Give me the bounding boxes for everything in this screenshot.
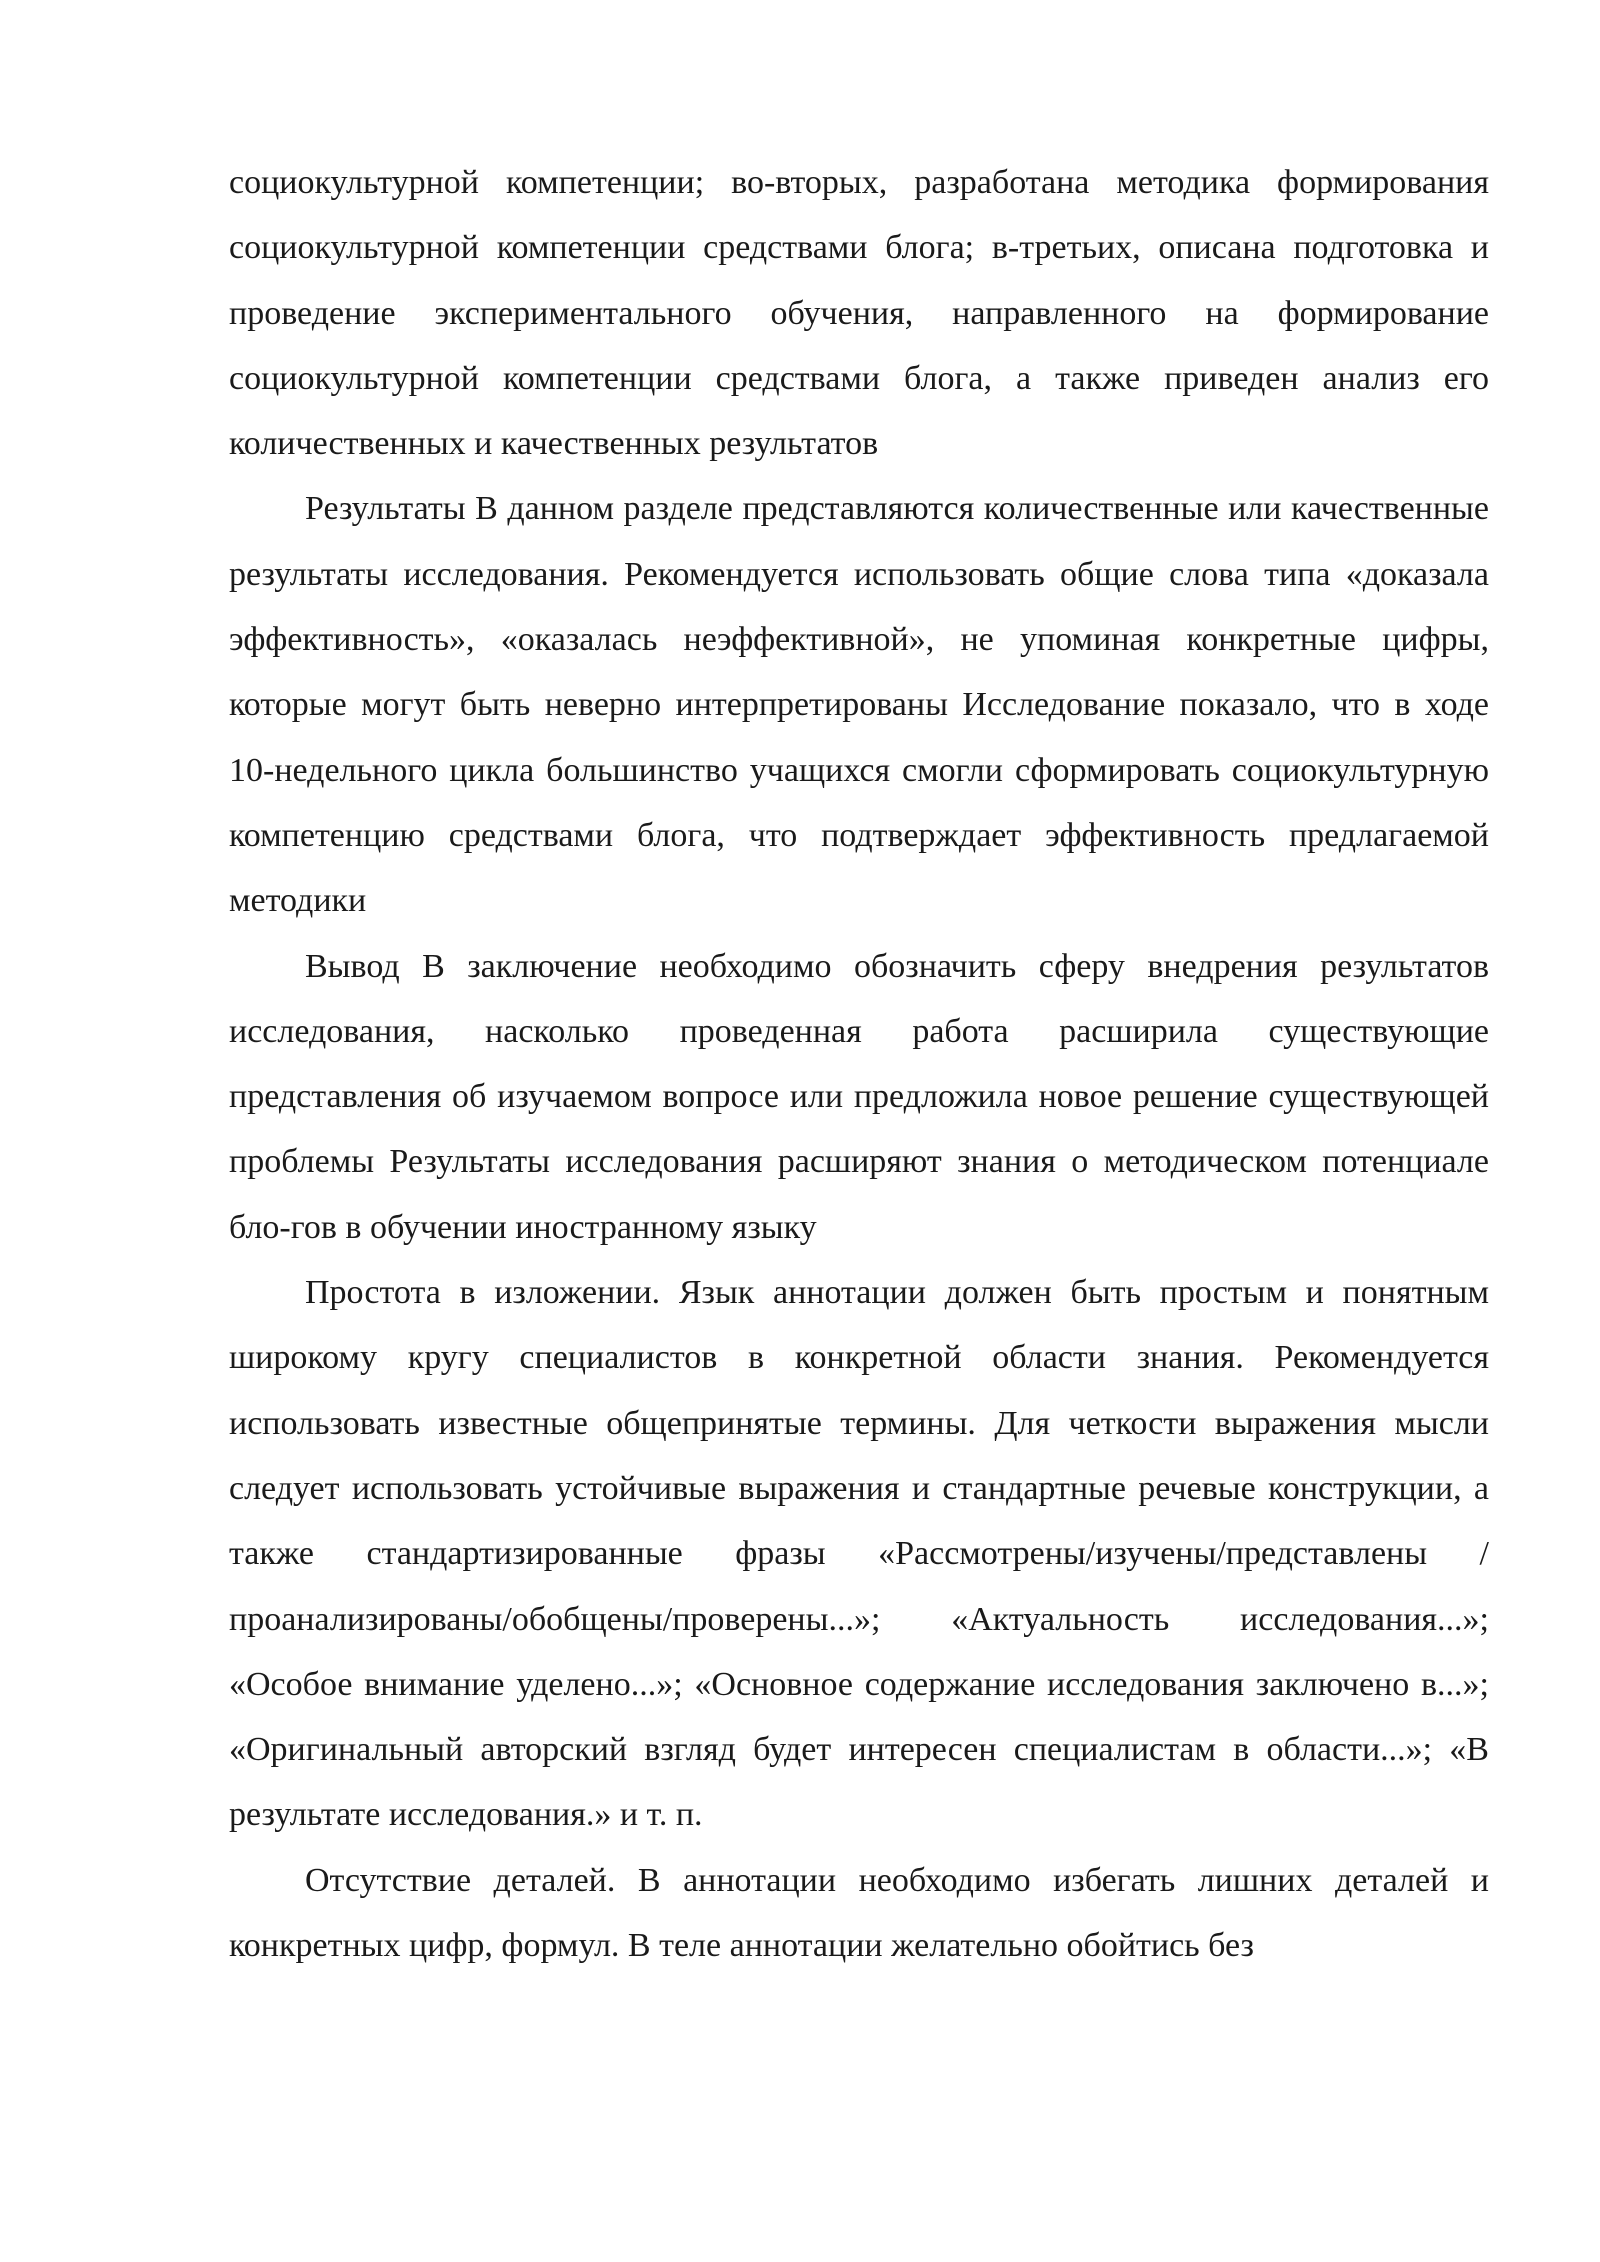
paragraph-conclusion: Вывод В заключение необходимо обозначить сферу внедрения результатов исследования, насколько проведенная работа расширила существующие представления об изучаемом вопросе или предложила новое решение существующей проблемы Результаты исследования расширяют знания о методическом потенциале бло-гов в обучении иностранному языку [229, 947, 1489, 1246]
paragraph-simplicity: Простота в изложении. Язык аннотации должен быть простым и понятным широкому кругу специалистов в конкретной области знания. Рекомендуется использовать известные общепринятые термины. Для четкости выражения мысли следует использовать устойчивые выражения и стандартные речевые конструкции, а также стандартизированные фразы «Рассмотрены/изучены/представлены / проанализированы/обобщены/проверены...»; «Актуальность исследования...»; «Особое внимание уделено...»; «Основное содержание исследования заключено в...»; «Оригинальный авторский взгляд будет интересен специалистам в области...»; «В результате исследования.» и т. п. [229, 1274, 1489, 1834]
paragraph-continuation-methods: социокультурной компетенции; во-вторых, разработана методика формирования социокультурной компетенции средствами блога; в-третьих, описана подготовка и проведение экспериментального обучения, направленного на формирование социокультурной компетенции средствами блога, а также приведен анализ его количественных и качественных результатов [229, 164, 1489, 463]
paragraph-no-details: Отсутствие деталей. В аннотации необходимо избегать лишних деталей и конкретных цифр, формул. В теле аннотации желательно обойтись без [229, 1861, 1489, 1965]
document-page [229, 150, 1489, 1978]
paragraph-results: Результаты В данном разделе представляются количественные или качественные результаты исследования. Рекомендуется использовать общие слова типа «доказала эффективность», «оказалась неэффективной», не упоминая конкретные цифры, которые могут быть неверно интерпретированы Исследование показало, что в ходе 10-недельного цикла большинство учащихся смогли сформировать социокультурную компетенцию средствами блога, что подтверждает эффективность предлагаемой методики [229, 490, 1489, 920]
